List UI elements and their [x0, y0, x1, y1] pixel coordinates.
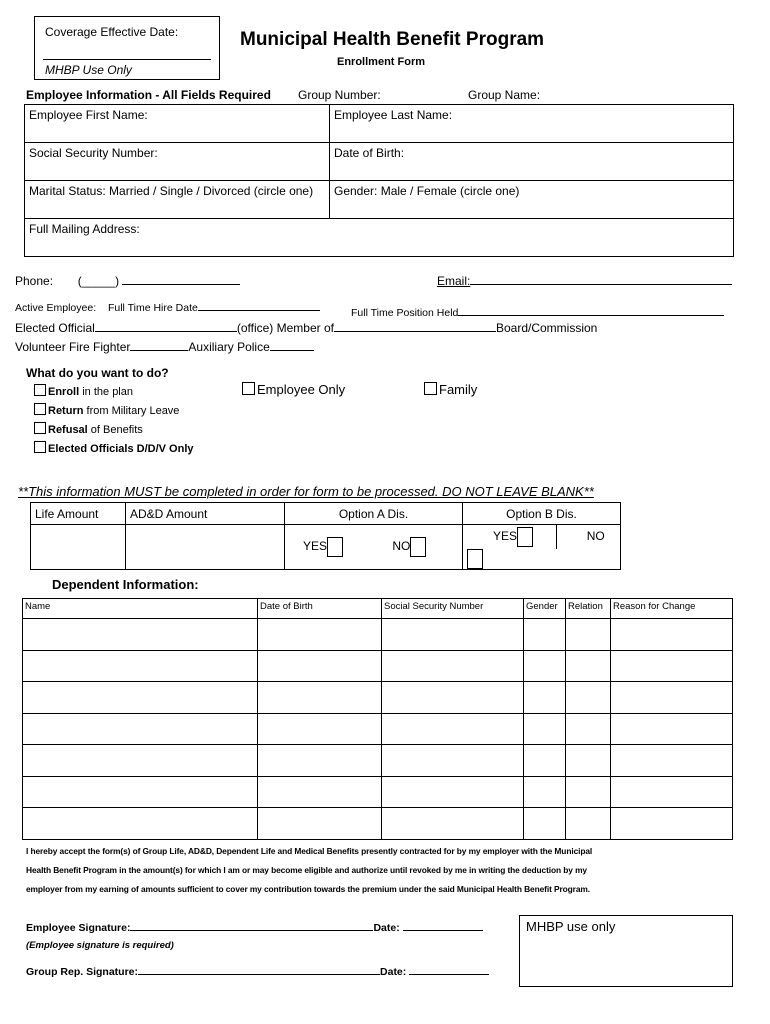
dep-cell[interactable]	[524, 619, 566, 651]
position-row	[351, 303, 724, 319]
dep-cell[interactable]	[382, 713, 524, 745]
first-name-label: Employee First Name:	[29, 108, 148, 122]
add-amount-header	[126, 503, 285, 525]
employee-date-line[interactable]	[403, 920, 483, 931]
return-checkbox[interactable]	[34, 403, 46, 415]
signature-required-note: (Employee signature is required)	[26, 940, 174, 951]
volunteer-row	[15, 338, 314, 354]
family-option[interactable]	[424, 382, 477, 397]
elected-office-line[interactable]	[95, 319, 237, 332]
dep-cell[interactable]	[382, 808, 524, 840]
group-rep-line[interactable]	[138, 964, 380, 975]
marital-label: Marital Status: Married / Single / Divorced (circle one)	[29, 184, 314, 198]
table-row	[23, 650, 733, 682]
dep-cell[interactable]	[23, 713, 258, 745]
last-name-field[interactable]	[330, 105, 734, 143]
legal-statement	[26, 842, 746, 899]
dep-cell[interactable]	[566, 745, 611, 777]
email-label: Email:	[437, 274, 471, 288]
add-amount-label: AD&D Amount	[130, 506, 208, 521]
option-a-no-box[interactable]	[410, 537, 426, 557]
table-row	[23, 619, 733, 651]
dep-cell[interactable]	[611, 713, 733, 745]
enroll-rest: in the plan	[79, 386, 133, 398]
employee-date-label: Date:	[373, 922, 400, 934]
option-b-header	[463, 503, 621, 525]
life-amount-label: Life Amount	[35, 506, 99, 521]
volunteer-line[interactable]	[130, 338, 188, 351]
phone-row	[15, 272, 240, 288]
coverage-date-line[interactable]	[43, 59, 211, 60]
elected-official-row	[15, 319, 597, 335]
coverage-box	[34, 16, 220, 80]
member-of-line[interactable]	[334, 319, 496, 332]
elected-checkbox[interactable]	[34, 441, 46, 453]
page-subtitle: Enrollment Form	[337, 56, 426, 68]
dep-cell[interactable]	[258, 619, 382, 651]
dep-cell[interactable]	[566, 713, 611, 745]
life-amount-header	[31, 503, 126, 525]
dep-col-ssn: Social Security Number	[382, 599, 524, 619]
dep-cell[interactable]	[23, 776, 258, 808]
auxiliary-label: Auxiliary Police	[188, 340, 270, 354]
dep-col-relation: Relation	[566, 599, 611, 619]
option-b-no-label: NO	[586, 529, 605, 544]
enroll-bold: Enroll	[48, 386, 80, 398]
return-bold: Return	[48, 405, 84, 417]
required-notice: **This information MUST be completed in order for form to be processed. DO NOT LEAVE BLANK**	[18, 484, 594, 499]
dep-cell[interactable]	[566, 619, 611, 651]
dep-cell[interactable]	[258, 776, 382, 808]
options-question: What do you want to do?	[26, 366, 169, 380]
option-b-divider	[556, 525, 557, 549]
employee-signature-label: Employee Signature:	[26, 922, 131, 934]
return-option[interactable]	[34, 403, 179, 417]
office-label: (office) Member of	[236, 321, 334, 335]
hire-date-label: Full Time Hire Date	[107, 302, 198, 314]
auxiliary-line[interactable]	[270, 338, 314, 351]
gender-field[interactable]	[330, 181, 734, 219]
option-b-label: Option B Dis.	[506, 506, 577, 521]
return-rest: from Military Leave	[83, 405, 180, 417]
dep-cell[interactable]	[524, 745, 566, 777]
option-a-label: Option A Dis.	[338, 506, 409, 521]
address-field[interactable]	[25, 219, 734, 257]
life-amount-input[interactable]	[31, 525, 126, 570]
option-a-choice	[285, 525, 463, 570]
legal-line-1: I hereby accept the form(s) of Group Life, AD&D, Dependent Life and Medical Benefits presently contracted for by my employer with the Municipal	[26, 846, 593, 856]
refusal-option[interactable]	[34, 422, 143, 436]
dep-cell[interactable]	[566, 808, 611, 840]
dep-cell[interactable]	[611, 650, 733, 682]
dep-cell[interactable]	[382, 650, 524, 682]
phone-area: (_____)	[77, 274, 120, 288]
option-a-yes-box[interactable]	[327, 537, 343, 557]
amounts-table	[30, 502, 621, 570]
dep-cell[interactable]	[566, 682, 611, 714]
dep-col-reason: Reason for Change	[611, 599, 733, 619]
legal-line-2: Health Benefit Program in the amount(s) for which I am or may become eligible and authorize until revoked by me in writing the deduction by my	[26, 865, 587, 875]
employee-only-label: Employee Only	[257, 382, 346, 397]
dep-cell[interactable]	[258, 808, 382, 840]
dep-cell[interactable]	[258, 745, 382, 777]
employee-signature-row	[26, 920, 483, 934]
option-b-yes-box[interactable]	[517, 527, 533, 547]
dep-cell[interactable]	[258, 650, 382, 682]
dep-cell[interactable]	[611, 776, 733, 808]
dep-cell[interactable]	[382, 682, 524, 714]
last-name-label: Employee Last Name:	[334, 108, 453, 122]
table-row	[23, 682, 733, 714]
dep-cell[interactable]	[382, 776, 524, 808]
table-row	[23, 776, 733, 808]
position-line[interactable]	[458, 303, 724, 316]
dep-cell[interactable]	[524, 650, 566, 682]
group-rep-date-label: Date:	[380, 966, 407, 978]
first-name-field[interactable]	[25, 105, 330, 143]
employee-only-option[interactable]	[242, 382, 345, 397]
dep-cell[interactable]	[382, 619, 524, 651]
dep-cell[interactable]	[382, 745, 524, 777]
dep-cell[interactable]	[23, 682, 258, 714]
group-rep-row	[26, 964, 489, 978]
coverage-date-label: Coverage Effective Date:	[45, 25, 179, 39]
table-row	[23, 745, 733, 777]
dob-label: Date of Birth:	[334, 146, 405, 160]
group-rep-date-line[interactable]	[409, 964, 489, 975]
option-a-no-label: NO	[392, 539, 411, 554]
dep-col-dob: Date of Birth	[258, 599, 382, 619]
option-a-yes-label: YES	[303, 539, 328, 554]
dep-cell[interactable]	[611, 682, 733, 714]
position-label: Full Time Position Held	[351, 307, 459, 319]
dep-cell[interactable]	[566, 776, 611, 808]
active-employee-label: Active Employee:	[15, 302, 97, 314]
elected-option[interactable]	[34, 441, 194, 455]
dep-cell[interactable]	[566, 650, 611, 682]
dep-cell[interactable]	[524, 713, 566, 745]
address-label: Full Mailing Address:	[29, 222, 140, 236]
table-row	[23, 713, 733, 745]
employee-signature-line[interactable]	[130, 920, 373, 931]
option-b-no-box[interactable]	[467, 549, 483, 569]
ssn-field[interactable]	[25, 143, 330, 181]
dob-field[interactable]	[330, 143, 734, 181]
family-label: Family	[439, 382, 478, 397]
dep-cell[interactable]	[23, 808, 258, 840]
group-number-label: Group Number:	[298, 88, 381, 102]
dep-cell[interactable]	[524, 776, 566, 808]
dep-cell[interactable]	[611, 745, 733, 777]
marital-field[interactable]	[25, 181, 330, 219]
dep-cell[interactable]	[611, 808, 733, 840]
enroll-option[interactable]	[34, 384, 133, 398]
employee-info-table	[24, 104, 734, 257]
dependent-table	[22, 598, 733, 840]
page-title: Municipal Health Benefit Program	[240, 29, 545, 50]
active-employee-row	[15, 298, 320, 314]
coverage-use-note: MHBP Use Only	[45, 63, 132, 77]
hire-date-line[interactable]	[198, 298, 320, 311]
employee-info-heading: Employee Information - All Fields Required	[26, 88, 271, 102]
email-row	[437, 272, 732, 288]
refusal-bold: Refusal	[48, 424, 88, 436]
elected-official-label: Elected Official	[15, 321, 95, 335]
dep-cell[interactable]	[258, 682, 382, 714]
dep-cell[interactable]	[23, 619, 258, 651]
option-a-header	[285, 503, 463, 525]
dependent-heading: Dependent Information:	[52, 577, 199, 592]
enroll-checkbox[interactable]	[34, 384, 46, 396]
dep-cell[interactable]	[258, 713, 382, 745]
dep-cell[interactable]	[23, 745, 258, 777]
email-line[interactable]	[470, 272, 732, 285]
gender-label: Gender: Male / Female (circle one)	[334, 184, 520, 198]
group-name-label: Group Name:	[468, 88, 541, 102]
mhbp-use-box	[519, 915, 733, 987]
phone-line[interactable]	[122, 272, 240, 285]
elected-label: Elected Officials D/D/V Only	[48, 443, 194, 455]
table-row	[23, 808, 733, 840]
dep-col-name: Name	[23, 599, 258, 619]
ssn-label: Social Security Number:	[29, 146, 158, 160]
volunteer-label: Volunteer Fire Fighter	[15, 340, 131, 354]
dep-cell[interactable]	[23, 650, 258, 682]
dep-col-gender: Gender	[524, 599, 566, 619]
phone-label: Phone:	[15, 274, 54, 288]
board-label: Board/Commission	[495, 321, 598, 335]
option-b-yes-label: YES	[493, 529, 518, 544]
family-checkbox[interactable]	[424, 382, 437, 395]
option-b-choice	[463, 525, 621, 570]
dep-cell[interactable]	[524, 808, 566, 840]
employee-only-checkbox[interactable]	[242, 382, 255, 395]
refusal-rest: of Benefits	[87, 424, 143, 436]
dep-cell[interactable]	[524, 682, 566, 714]
group-rep-label: Group Rep. Signature:	[26, 966, 139, 978]
mhbp-use-label: MHBP use only	[526, 919, 616, 934]
legal-line-3: employer from my earning of amounts sufficient to cover my contribution towards the premium under the said Municipal Health Benefit Program.	[26, 884, 590, 894]
dep-cell[interactable]	[611, 619, 733, 651]
add-amount-input[interactable]	[126, 525, 285, 570]
refusal-checkbox[interactable]	[34, 422, 46, 434]
